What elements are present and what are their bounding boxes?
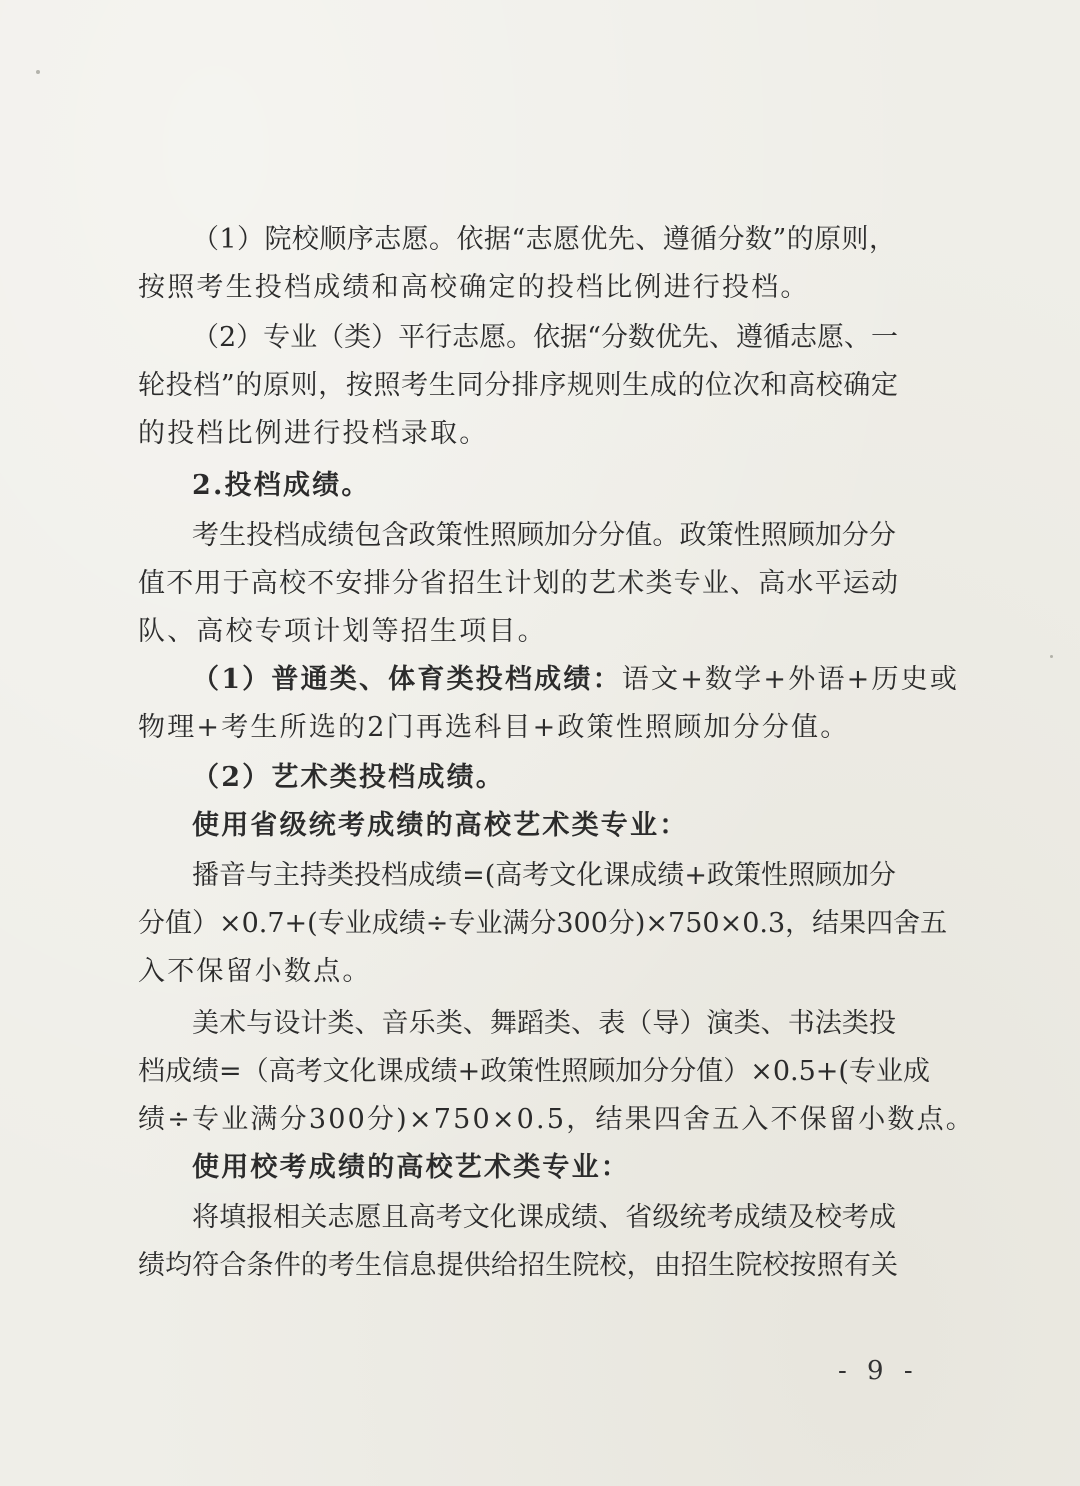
para-2-line-1: （2）专业（类）平行志愿。依据“分数优先、遵循志愿、一 [192, 322, 898, 353]
para-6-line-2: 档成绩=（高考文化课成绩+政策性照顾加分分值）×0.5+(专业成 [138, 1056, 930, 1087]
para-2-line-2: 轮投档”的原则，按照考生同分排序规则生成的位次和高校确定 [138, 370, 898, 401]
sub-heading-art: （2）艺术类投档成绩。 [192, 762, 505, 793]
para-6-line-1: 美术与设计类、音乐类、舞蹈类、表（导）演类、书法类投 [192, 1008, 896, 1039]
para-4-heading: （1）普通类、体育类投档成绩： [192, 664, 622, 695]
section-heading-2: 2.投档成绩。 [192, 470, 371, 501]
para-6-line-3: 绩÷专业满分300分)×750×0.5，结果四舍五入不保留小数点。 [138, 1104, 976, 1135]
scan-speck [36, 70, 40, 74]
para-5-line-1: 播音与主持类投档成绩=(高考文化课成绩+政策性照顾加分 [192, 860, 896, 891]
page-number: - 9 - [838, 1356, 919, 1386]
para-1-line-2: 按照考生投档成绩和高校确定的投档比例进行投档。 [138, 272, 810, 303]
para-3-line-3: 队、高校专项计划等招生项目。 [138, 616, 547, 647]
sub-heading-provincial: 使用省级统考成绩的高校艺术类专业： [192, 810, 689, 841]
para-4-line-2: 物理+考生所选的2门再选科目+政策性照顾加分分值。 [138, 712, 850, 743]
para-3-line-2: 值不用于高校不安排分省招生计划的艺术类专业、高水平运动 [138, 568, 898, 599]
sub-heading-school-exam: 使用校考成绩的高校艺术类专业： [192, 1152, 630, 1183]
scan-speck [1050, 655, 1053, 658]
para-7-line-1: 将填报相关志愿且高考文化课成绩、省级统考成绩及校考成 [192, 1202, 896, 1233]
para-1-line-1: （1）院校顺序志愿。依据“志愿优先、遵循分数”的原则， [192, 224, 896, 255]
para-7-line-2: 绩均符合条件的考生信息提供给招生院校，由招生院校按照有关 [138, 1250, 898, 1281]
para-3-line-1: 考生投档成绩包含政策性照顾加分分值。政策性照顾加分分 [192, 520, 896, 551]
para-2-line-3: 的投档比例进行投档录取。 [138, 418, 489, 449]
para-4-text: 语文+数学+外语+历史或 [621, 664, 960, 695]
para-4-line-1 [192, 662, 959, 698]
para-5-line-2: 分值）×0.7+(专业成绩÷专业满分300分)×750×0.3，结果四舍五 [138, 908, 948, 939]
para-5-line-3: 入不保留小数点。 [138, 956, 372, 987]
